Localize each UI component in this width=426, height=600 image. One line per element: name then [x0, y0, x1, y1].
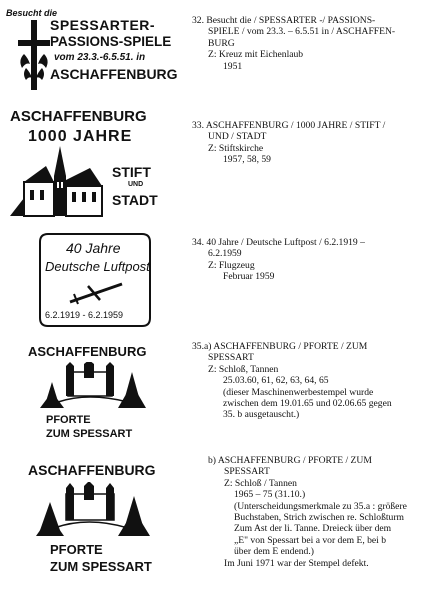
castle-and-firs-icon	[36, 482, 152, 538]
stamp-32-line-5: ASCHAFFENBURG	[50, 66, 178, 82]
stamp-33-line-5: STADT	[112, 192, 158, 208]
stamp-32-line-3: PASSIONS-SPIELE	[50, 34, 172, 49]
stamp-33	[6, 108, 176, 218]
entry-35b-line-10: Im Juni 1971 war der Stempel defekt.	[224, 557, 369, 569]
entry-34-line-4: Februar 1959	[223, 271, 275, 283]
entry-34-line-1: 34. 40 Jahre / Deutsche Luftpost / 6.2.1919 –	[192, 237, 365, 248]
stamp-32-line-2: SPESSARTER-	[50, 17, 156, 33]
catalog-entry-35b	[208, 455, 426, 569]
entry-35b-line-8: „E" von Spessart bei a vor dem E, bei b	[234, 534, 387, 546]
entry-35b-line-6: Buchstaben, Strich zwischen re. Schloßturm	[234, 512, 404, 524]
collegiate-church-icon	[10, 146, 110, 218]
stamp-33-line-2: 1000 JAHRE	[28, 128, 133, 145]
stamp-32-line-4: vom 23.3.-6.5.51. in	[54, 52, 146, 63]
entry-35b-line-1: b) ASCHAFFENBURG / PFORTE / ZUM	[208, 455, 372, 466]
stamp-33-line-1: ASCHAFFENBURG	[10, 108, 147, 125]
stamp-35b-line-2: PFORTE	[50, 542, 103, 557]
entry-35a-line-4: 25.03.60, 61, 62, 63, 64, 65	[223, 375, 329, 387]
stamp-32-line-1: Besucht die	[6, 8, 58, 18]
entry-35b-line-3: Z: Schloß / Tannen	[224, 477, 297, 489]
stamp-35a	[28, 344, 168, 448]
entry-35a-line-1: 35.a) ASCHAFFENBURG / PFORTE / ZUM	[192, 341, 368, 352]
entry-32-line-1: 32. Besucht die / SPESSARTER -/ PASSIONS-	[192, 15, 376, 26]
entry-35b-line-7: Zum Ast der li. Tanne. Dreieck über dem	[234, 523, 392, 535]
cross-with-oak-leaves-icon	[14, 18, 54, 93]
stamp-34	[38, 232, 152, 328]
entry-32-line-5: 1951	[223, 60, 243, 72]
stamp-34-line-3: 6.2.1919 - 6.2.1959	[45, 310, 124, 320]
entry-35b-line-5: (Unterscheidungsmerkmale zu 35.a : größere	[234, 500, 407, 512]
stamp-33-line-3: STIFT	[112, 164, 151, 180]
entry-35a-line-2: SPESSART	[208, 352, 254, 364]
entry-35a-line-6: zwischen dem 19.01.65 und 02.06.65 gegen	[223, 398, 392, 410]
entry-35a-line-3: Z: Schloß, Tannen	[208, 363, 279, 375]
stamp-32	[6, 8, 176, 94]
entry-35a-line-5: (dieser Maschinenwerbestempel wurde	[223, 386, 374, 398]
entry-33-line-1: 33. ASCHAFFENBURG / 1000 JAHRE / STIFT /	[192, 120, 386, 131]
stamp-35a-line-2: PFORTE	[46, 414, 91, 426]
airplane-icon	[66, 278, 126, 306]
stamp-33-line-4: UND	[128, 181, 144, 188]
entry-35a-line-7: 35. b ausgetauscht.)	[223, 409, 300, 421]
entry-33-line-4: 1957, 58, 59	[223, 154, 271, 166]
catalog-entry-32	[192, 15, 420, 72]
entry-34-line-2: 6.2.1959	[208, 248, 242, 260]
entry-32-line-4: Z: Kreuz mit Eichenlaub	[208, 49, 304, 61]
entry-33-line-3: Z: Stiftskirche	[208, 142, 264, 154]
stamp-35a-line-3: ZUM SPESSART	[46, 428, 133, 440]
entry-33-line-2: UND / STADT	[208, 131, 267, 143]
catalog-entry-35a	[192, 341, 420, 421]
entry-32-line-3: BURG	[208, 37, 235, 49]
catalog-entry-34	[192, 237, 420, 283]
stamp-35b	[28, 462, 168, 580]
stamp-34-line-1: 40 Jahre	[66, 240, 121, 256]
castle-and-firs-icon	[38, 362, 150, 410]
stamp-35b-line-3: ZUM SPESSART	[50, 559, 152, 574]
stamp-35a-line-1: ASCHAFFENBURG	[28, 344, 147, 359]
entry-35b-line-4: 1965 – 75 (31.10.)	[234, 489, 306, 501]
catalog-entry-33	[192, 120, 420, 166]
entry-35b-line-9: über dem E endend.)	[234, 546, 314, 558]
entry-35b-line-2: SPESSART	[224, 466, 270, 478]
entry-34-line-3: Z: Flugzeug	[208, 259, 255, 271]
stamp-34-line-2: Deutsche Luftpost	[45, 259, 150, 274]
stamp-35b-line-1: ASCHAFFENBURG	[28, 462, 156, 478]
entry-32-line-2: SPIELE / vom 23.3. – 6.5.51 in / ASCHAFFEN-	[208, 26, 396, 38]
